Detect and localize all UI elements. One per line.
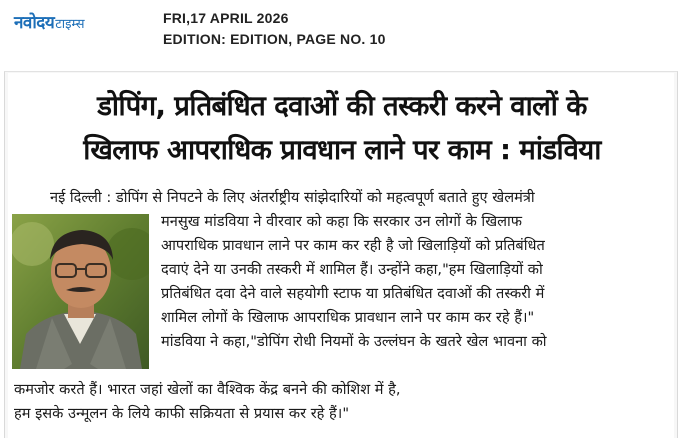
date-line: FRI,17 APRIL 2026 (163, 10, 289, 26)
body-line-1: नई दिल्ली : डोपिंग से निपटने के लिए अंतर्राष्ट्रीय सांझेदारियों को महत्वपूर्ण बताते हुए खेलमंत्री (50, 189, 535, 206)
body-line-8: कमजोर करते हैं। भारत जहां खेलों का वैश्विक केंद्र बनने की कोशिश में है, (14, 381, 401, 398)
portrait-image (12, 214, 149, 369)
masthead (0, 0, 682, 60)
body-line-2: मनसुख मांडविया ने वीरवार को कहा कि सरकार उन लोगों के खिलाफ (161, 213, 523, 230)
logo-main-text: नवोदय (14, 13, 55, 33)
headline-line-2: खिलाफ आपराधिक प्रावधान लाने पर काम : मांडविया (83, 134, 601, 166)
newspaper-logo[interactable] (14, 10, 85, 32)
minister-photo (12, 214, 149, 369)
edition-line: EDITION: EDITION, PAGE NO. 10 (163, 31, 386, 47)
body-line-9: हम इसके उन्मूलन के लिये काफी सक्रियता से प्रयास कर रहे हैं।" (14, 405, 350, 422)
headline-line-1: डोपिंग, प्रतिबंधित दवाओं की तस्करी करने वालों के (97, 90, 587, 122)
body-line-6: शामिल लोगों के खिलाफ आपराधिक प्रावधान लाने पर काम कर रहे हैं।" (161, 309, 535, 326)
body-line-7: मांडविया ने कहा,"डोपिंग रोधी नियमों के उल्लंघन के खतरे खेल भावना को (161, 333, 547, 350)
article-headline (12, 84, 672, 172)
edition-info (163, 8, 386, 50)
body-line-3: आपराधिक प्रावधान लाने पर काम कर रही है जो खिलाड़ियों को प्रतिबंधित (161, 237, 545, 254)
body-line-4: दवाएं देने या उनकी तस्करी में शामिल हैं। उन्होंने कहा,"हम खिलाड़ियों को (161, 261, 543, 278)
body-line-5: प्रतिबंधित दवा देने वाले सहयोगी स्टाफ या प्रतिबंधित दवाओं की तस्करी में (161, 285, 545, 302)
logo-sub-text: टाइम्स (55, 17, 85, 32)
